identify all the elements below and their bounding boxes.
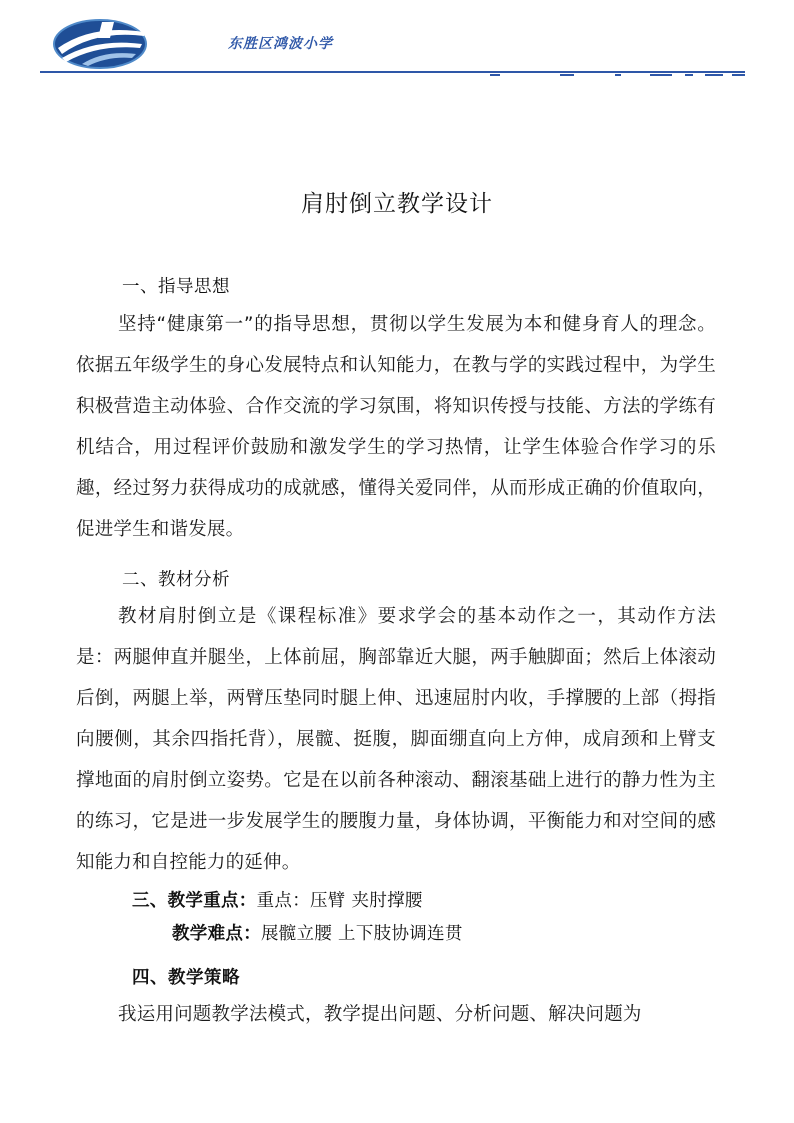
document-title: 肩肘倒立教学设计 <box>301 191 493 217</box>
page-header <box>0 0 794 90</box>
difficulties-label: 教学难点： <box>172 924 261 944</box>
section-heading-strategy: 四、教学策略 <box>132 968 240 988</box>
key-points-label: 三、教学重点： <box>132 891 257 911</box>
section-heading-material-analysis: 二、教材分析 <box>122 570 230 590</box>
paragraph-material-analysis: 教材肩肘倒立是《课程标准》要求学会的基本动作之一，其动作方法是：两腿伸直并腿坐，上体前屈，胸部靠近大腿，两手触脚面；然后上体滚动后倒，两腿上举，两臂压垫同时腿上伸、迅速屈肘内收，手撑腰的上部（拇指向腰侧，其余四指托背），展髋、挺腹，脚面绷直向上方伸，成肩颈和上臂支撑地面的肩肘倒立姿势。它是在以前各种滚动、翻滚基础上进行的静力性为主的练习，它是进一步发展学生的腰腹力量，身体协调，平衡能力和对空间的感知能力和自控能力的延伸。 <box>76 606 716 873</box>
paragraph-guiding-thought: 坚持“健康第一”的指导思想，贯彻以学生发展为本和健身育人的理念。依据五年级学生的身心发展特点和认知能力，在教与学的实践过程中，为学生积极营造主动体验、合作交流的学习氛围，将知识传授与技能、方法的学练有机结合，用过程评价鼓励和激发学生的学习热情，让学生体验合作学习的乐趣，经过努力获得成功的成就感，懂得关爱同伴，从而形成正确的价值取向，促进学生和谐发展。 <box>76 314 716 540</box>
school-name: 东胜区鸿波小学 <box>228 36 333 52</box>
key-points-content: 重点：压臂 夹肘撑腰 <box>256 891 423 911</box>
teaching-key-points <box>132 887 423 912</box>
paragraph-strategy: 我运用问题教学法模式，教学提出问题、分析问题、解决问题为 <box>118 1004 642 1025</box>
difficulties-content: 展髋立腰 上下肢协调连贯 <box>261 924 463 944</box>
section-heading-guiding-thought: 一、指导思想 <box>122 277 230 297</box>
school-logo-icon <box>52 14 152 70</box>
header-divider <box>40 70 745 78</box>
teaching-difficulties <box>172 920 463 945</box>
